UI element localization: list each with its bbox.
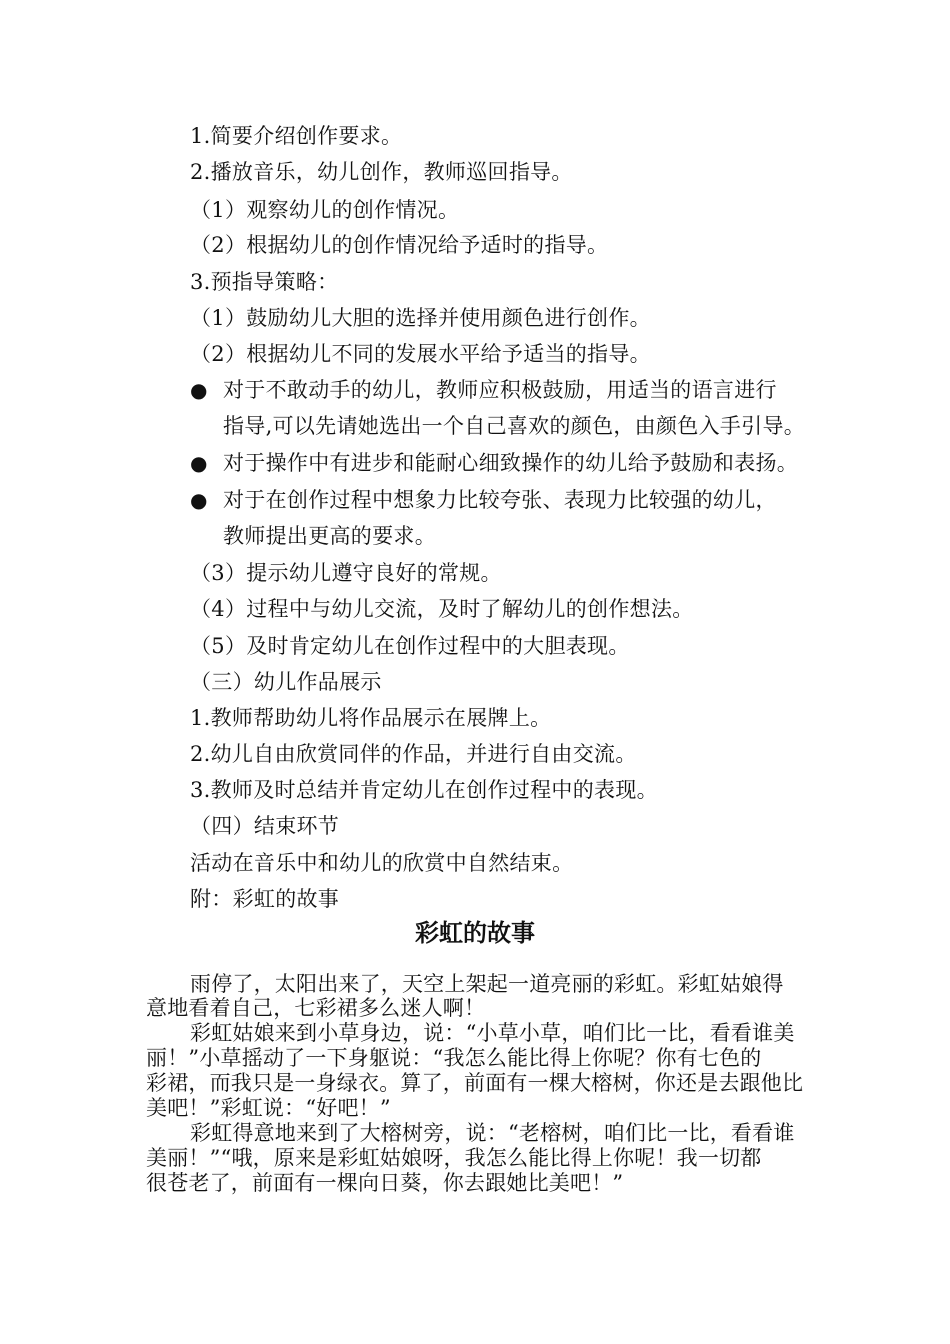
- story-line: 很苍老了，前面有一棵向日葵，你去跟她比美吧！”: [146, 1171, 624, 1195]
- bullet-1-line-1: 对于不敢动手的幼儿，教师应积极鼓励，用适当的语言进行: [223, 378, 777, 402]
- story-line: 彩裙，而我只是一身绿衣。算了，前面有一棵大榕树，你还是去跟他比: [146, 1071, 804, 1095]
- strategy-item-3: （3）提示幼儿遵守良好的常规。: [190, 561, 502, 585]
- bullet-3-line-1: 对于在创作过程中想象力比较夸张、表现力比较强的幼儿，: [223, 488, 777, 512]
- appendix-label: 附：彩虹的故事: [190, 887, 340, 911]
- step-play-music: 2.播放音乐，幼儿创作，教师巡回指导。: [190, 160, 573, 184]
- bullet-1-line-2: 指导,可以先请她选出一个自己喜欢的颜色，由颜色入手引导。: [223, 414, 806, 438]
- story-line: 雨停了，太阳出来了，天空上架起一道亮丽的彩虹。彩虹姑娘得: [190, 972, 784, 996]
- story-line: 美吧！”彩虹说：“好吧！”: [146, 1096, 391, 1120]
- strategy-item-2: （2）根据幼儿不同的发展水平给予适当的指导。: [190, 342, 651, 366]
- substep-observe: （1）观察幼儿的创作情况。: [190, 198, 460, 222]
- story-line: 美丽！”“哦，原来是彩虹姑娘呀，我怎么能比得上你呢！我一切都: [146, 1146, 762, 1170]
- story-line: 丽！”小草摇动了一下身躯说：“我怎么能比得上你呢？你有七色的: [146, 1046, 762, 1070]
- story-title: 彩虹的故事: [415, 919, 535, 947]
- section-heading-3: （三）幼儿作品展示: [190, 670, 382, 694]
- bullet-icon: ●: [190, 488, 208, 512]
- bullet-icon: ●: [190, 378, 208, 402]
- strategy-item-1: （1）鼓励幼儿大胆的选择并使用颜色进行创作。: [190, 306, 651, 330]
- exhibit-step-3: 3.教师及时总结并肯定幼儿在创作过程中的表现。: [190, 778, 658, 802]
- section-heading-4: （四）结束环节: [190, 814, 340, 838]
- exhibit-step-2: 2.幼儿自由欣赏同伴的作品，并进行自由交流。: [190, 742, 637, 766]
- exhibit-step-1: 1.教师帮助幼儿将作品展示在展牌上。: [190, 706, 552, 730]
- strategy-item-4: （4）过程中与幼儿交流，及时了解幼儿的创作想法。: [190, 597, 694, 621]
- step-intro-requirements: 1.简要介绍创作要求。: [190, 124, 403, 148]
- bullet-3-line-2: 教师提出更高的要求。: [223, 524, 436, 548]
- step-strategy: 3.预指导策略：: [190, 270, 339, 294]
- bullet-icon: ●: [190, 451, 208, 475]
- closing-text: 活动在音乐中和幼儿的欣赏中自然结束。: [190, 851, 574, 875]
- story-line: 彩虹得意地来到了大榕树旁，说：“老榕树，咱们比一比，看看谁: [190, 1121, 795, 1145]
- story-line: 意地看着自己，七彩裙多么迷人啊！: [146, 996, 486, 1020]
- story-line: 彩虹姑娘来到小草身边，说：“小草小草，咱们比一比，看看谁美: [190, 1021, 795, 1045]
- bullet-2-line-1: 对于操作中有进步和能耐心细致操作的幼儿给予鼓励和表扬。: [223, 451, 799, 475]
- strategy-item-5: （5）及时肯定幼儿在创作过程中的大胆表现。: [190, 634, 630, 658]
- substep-guidance: （2）根据幼儿的创作情况给予适时的指导。: [190, 233, 609, 257]
